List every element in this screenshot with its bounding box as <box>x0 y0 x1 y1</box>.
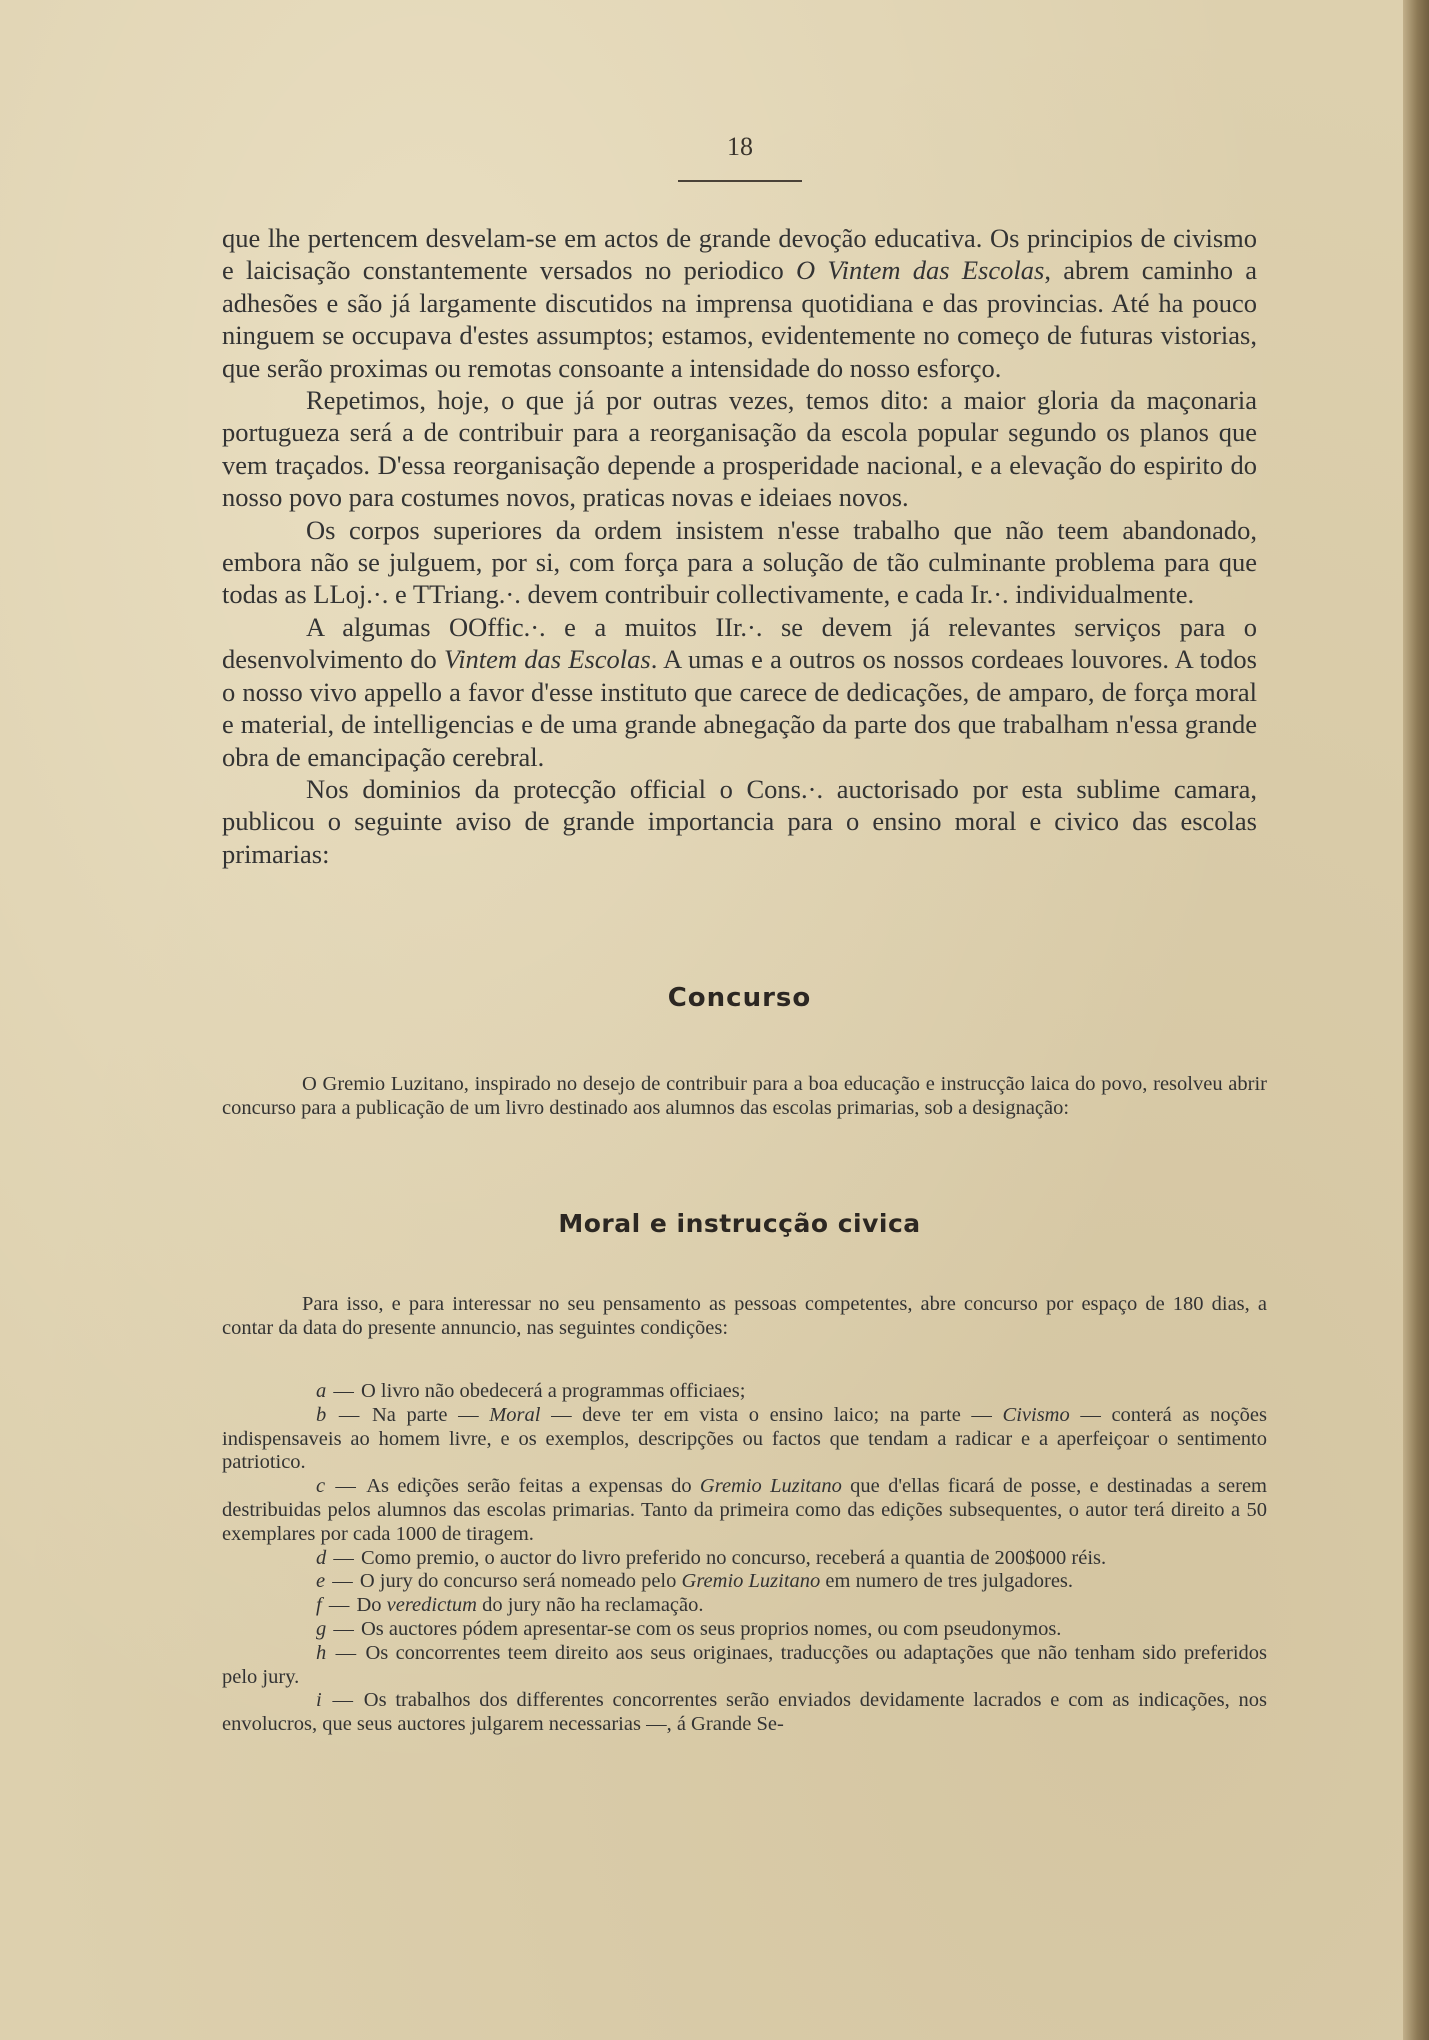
condition-text: em numero de tres julgadores. <box>820 1570 1074 1593</box>
condition-letter: c <box>316 1475 326 1498</box>
condition-item: b — Na parte — Moral — deve ter em vista o ensino laico; na parte — Civismo — conterá as noções indispensaveis ao homem livre, e os exemplos, descripções ou factos que tendam a radicar e a aperfeiçoar o sentimento patriotico. <box>222 1403 1268 1474</box>
condition-text: Na parte — <box>371 1403 490 1426</box>
condition-text: O livro não obedecerá a programmas officiaes; <box>361 1380 746 1402</box>
conditions-intro: Para isso, e para interessar no seu pensamento as pessoas competentes, abre concurso por espaço de 180 dias, a contar da data do presente annuncio, nas seguintes condições: <box>222 1293 1267 1340</box>
condition-letter: e <box>316 1570 326 1593</box>
condition-item: a — O livro não obedecerá a programmas officiaes; <box>316 1380 746 1402</box>
condition-item: h — Os concorrentes teem direito aos seus originaes, traducções ou adaptações que não tenham sido preferidos pelo jury. <box>222 1641 1267 1688</box>
notice-intro: O Gremio Luzitano, inspirado no desejo de contribuir para a boa educação e instrucção laica do povo, resolveu abrir concurso para a publicação de um livro destinado aos alumnos das escolas primarias, sob a designação: <box>222 1073 1267 1120</box>
condition-text: As edições serão feitas a expensas do <box>366 1475 700 1498</box>
condition-text: Como premio, o auctor do livro preferido no concurso, receberá a quantia de 200$000 réis. <box>361 1546 1107 1569</box>
condition-text: Gremio Luzitano <box>699 1475 842 1498</box>
condition-letter: g <box>316 1617 327 1640</box>
paragraph-4: A algumas OOffic.·. e a muitos IIr.·. se devem já relevantes serviços para o desenvolvimento do Vintem das Escolas. A umas e a outros os nossos cordeaes louvores. A todos o nosso vivo appello a favor d'esse instituto que carece de dedicações, de amparo, de força moral e material, de intelligencias e de uma grande abnegação da parte dos que trabalham n'essa grande obra de emancipação cerebral. <box>222 611 1257 772</box>
paragraph-1: que lhe pertencem desvelam-se em actos de grande devoção educativa. Os principios de civismo e laicisação constantemente versados no periodico O Vintem das Escolas, abrem caminho a adhesões e são já largamente discutidos na imprensa quotidiana e das provincias. Até ha pouco ninguem se occupava d'estes assumptos; estamos, evidentemente no começo de futuras vistorias, que serão proximas ou remotas consoante a intensidade do nosso esforço. <box>222 223 1257 383</box>
condition-text: Do <box>356 1594 387 1617</box>
condition-text: Civismo <box>1002 1403 1070 1426</box>
header-rule <box>678 180 802 182</box>
condition-item: d — Como premio, o auctor do livro preferido no concurso, receberá a quantia de 200$000 réis. <box>316 1546 1107 1569</box>
condition-text: — deve ter em vista o ensino laico; na parte — <box>540 1403 1003 1426</box>
condition-item: f — Do veredictum do jury não ha reclamação. <box>316 1594 704 1617</box>
condition-text: do jury não ha reclamação. <box>476 1594 704 1617</box>
condition-item: e — O jury do concurso será nomeado pelo Gremio Luzitano em numero de tres julgadores. <box>316 1570 1074 1593</box>
paragraph-3: Os corpos superiores da ordem insistem n'esse trabalho que não teem abandonado, embora não se julguem, por si, com força para a solução de tão culminante problema para que todas as LLoj.·. e TTriang.·. devem contribuir collectivamente, e cada Ir.·. individualmente. <box>222 514 1257 610</box>
condition-text: Os auctores pódem apresentar-se com os seus proprios nomes, ou com pseudonymos. <box>361 1617 1062 1640</box>
condition-text: — conterá as noções indispensaveis ao homem livre, e os exemplos, descripções ou factos que tendam a radicar e a aperfeiçoar o sentimento patriotico. <box>222 1403 1268 1474</box>
condition-letter: b <box>316 1403 327 1426</box>
condition-item: c — As edições serão feitas a expensas do Gremio Luzitano que d'ellas ficará de posse, e destinadas a serem destribuidas pelos alumnos das escolas primarias. Tanto da primeira como das edições subsequentes, o autor terá direito a 50 exemplares por cada 1000 de tiragem. <box>222 1475 1268 1545</box>
heading-concurso: Concurso <box>667 983 812 1013</box>
condition-text: Os trabalhos dos differentes concorrentes serão enviados devidamente lacrados e com as indicações, nos envolucros, que seus auctores julgarem necessarias —, á Grande Se- <box>222 1689 1268 1736</box>
conditions-list <box>222 1380 1267 1737</box>
condition-letter: d <box>316 1546 327 1569</box>
paragraph-2: Repetimos, hoje, o que já por outras vezes, temos dito: a maior gloria da maçonaria portugueza será a de contribuir para a reorganisação da escola popular segundo os planos que vem traçados. D'essa reorganisação depende a prosperidade nacional, e a elevação do espirito do nosso povo para costumes novos, praticas novas e ideiaes novos. <box>222 385 1257 513</box>
heading-moral: Moral e instrucção civica <box>558 1209 921 1238</box>
page-number: 18 <box>727 132 753 161</box>
body-text <box>222 222 1257 870</box>
condition-text: Gremio Luzitano <box>681 1570 821 1593</box>
condition-letter: a <box>316 1380 327 1402</box>
page-edge <box>1403 0 1429 2040</box>
condition-item: i — Os trabalhos dos differentes concorrentes serão enviados devidamente lacrados e com as indicações, nos envolucros, que seus auctores julgarem necessarias —, á Grande Se- <box>222 1689 1268 1736</box>
condition-letter: f <box>316 1594 322 1617</box>
condition-item: g — Os auctores pódem apresentar-se com os seus proprios nomes, ou com pseudonymos. <box>316 1617 1062 1640</box>
condition-text: que d'ellas ficará de posse, e destinadas a serem destribuidas pelos alumnos das escolas primarias. Tanto da primeira como das edições subsequentes, o autor terá direito a 50 exemplares por cada 1000 de tiragem. <box>222 1475 1268 1545</box>
condition-letter: h <box>316 1641 327 1664</box>
condition-text: veredictum <box>386 1594 477 1617</box>
condition-letter: i <box>316 1689 322 1712</box>
condition-text: Moral <box>489 1403 541 1426</box>
paragraph-5: Nos dominios da protecção official o Cons.·. auctorisado por esta sublime camara, publicou o seguinte aviso de grande importancia para o ensino moral e civico das escolas primarias: <box>222 773 1257 869</box>
condition-text: O jury do concurso será nomeado pelo <box>359 1570 682 1593</box>
condition-text: Os concorrentes teem direito aos seus originaes, traducções ou adaptações que não tenham sido preferidos pelo jury. <box>222 1641 1267 1688</box>
